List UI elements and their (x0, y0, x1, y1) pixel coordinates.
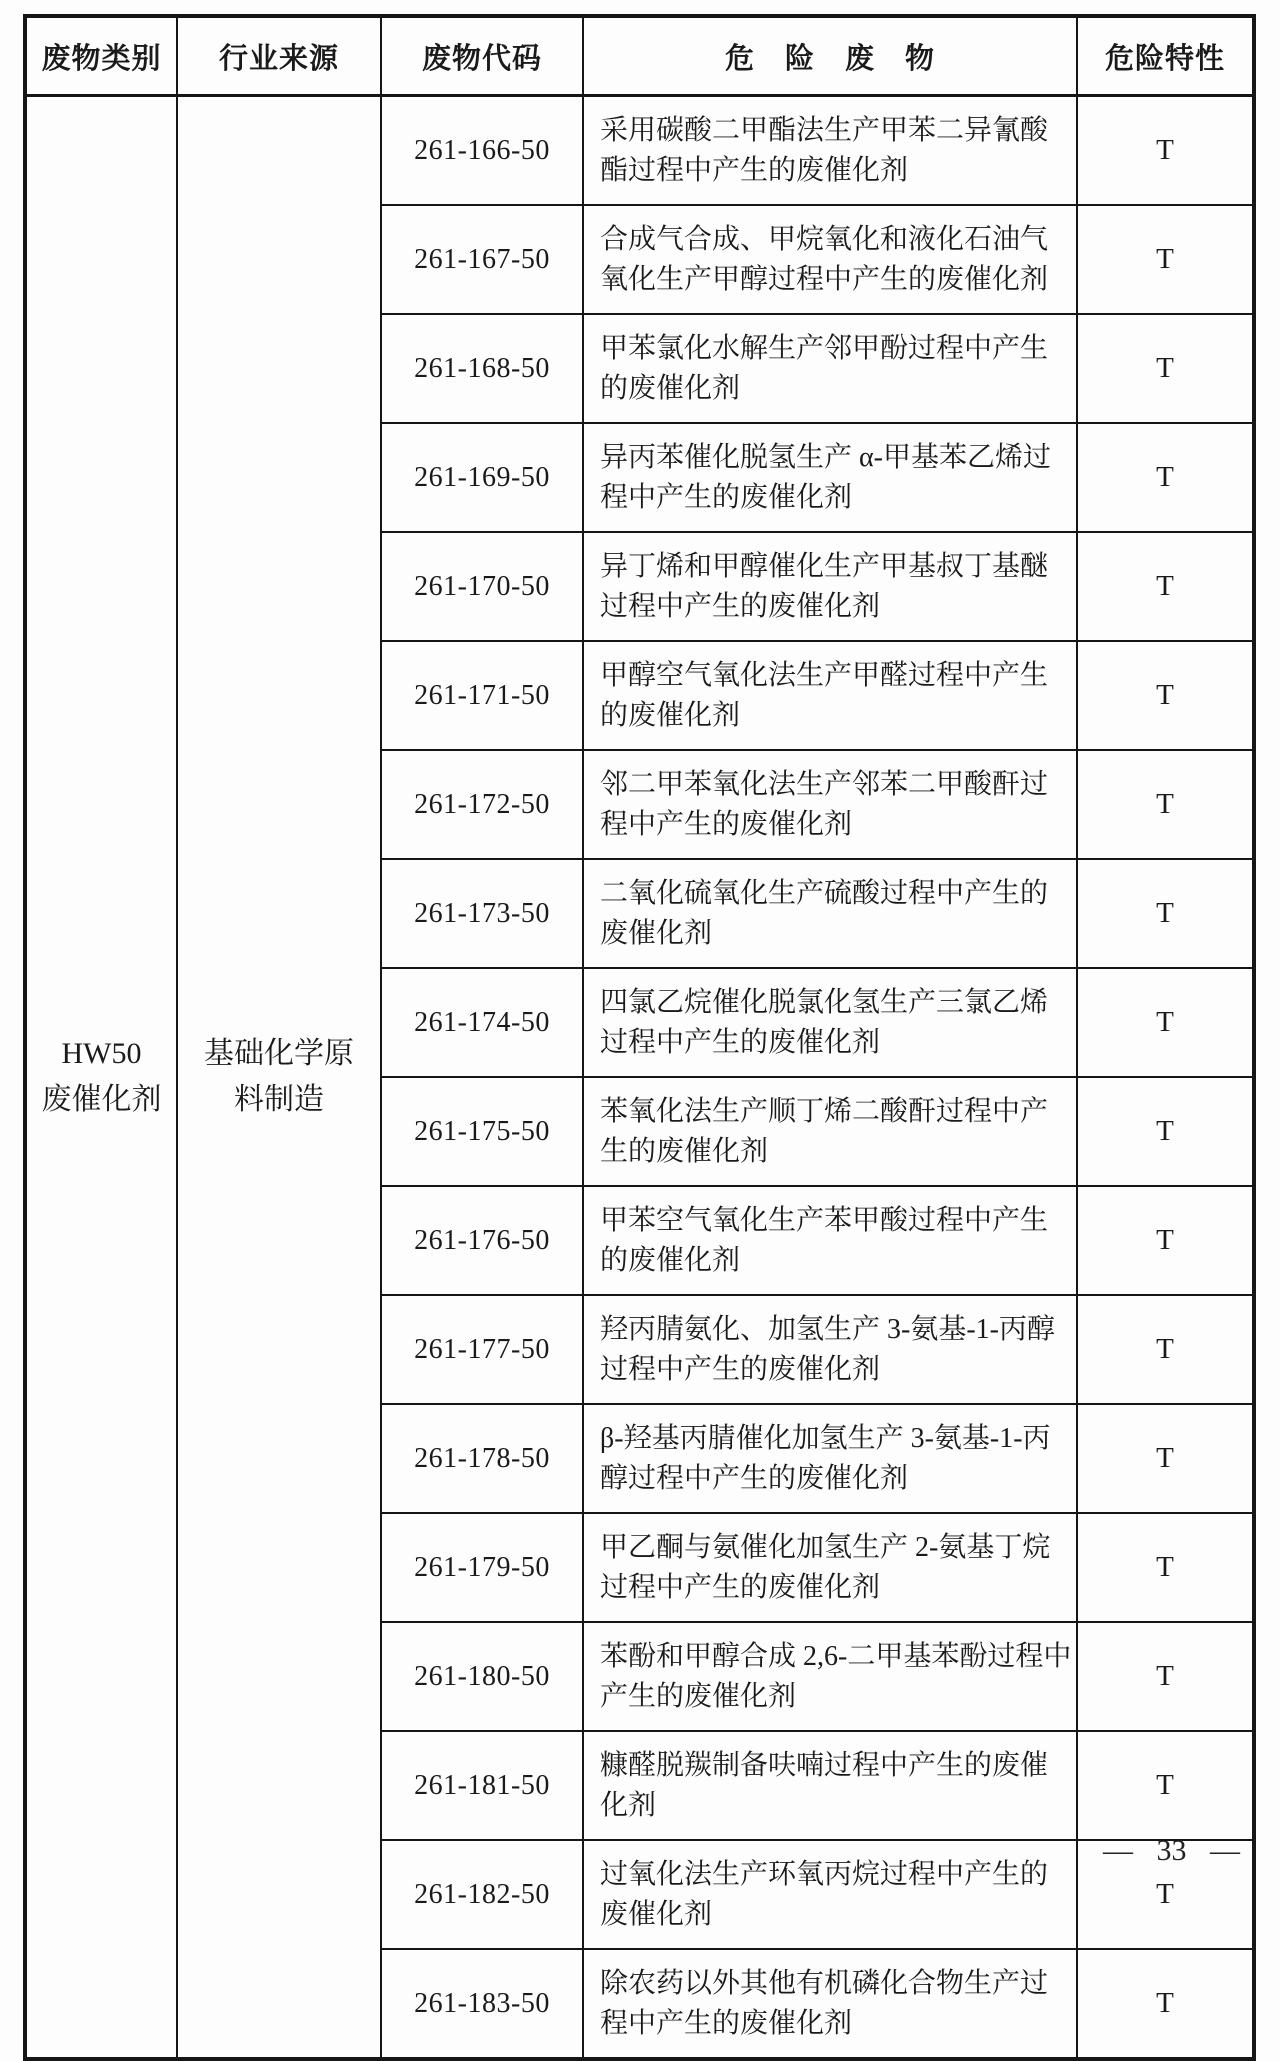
waste-description: 羟丙腈氨化、加氢生产 3-氨基-1-丙醇过程中产生的废催化剂 (583, 1295, 1077, 1404)
waste-description: 甲乙酮与氨催化加氢生产 2-氨基丁烷过程中产生的废催化剂 (583, 1513, 1077, 1622)
category-code: HW50 (61, 1036, 142, 1070)
hazard-property: T (1077, 423, 1254, 532)
hazard-property: T (1077, 1186, 1254, 1295)
waste-code: 261-175-50 (381, 1077, 583, 1186)
page-number: — 33 — (1103, 1834, 1240, 1867)
waste-description: 邻二甲苯氧化法生产邻苯二甲酸酐过程中产生的废催化剂 (583, 750, 1077, 859)
waste-code: 261-180-50 (381, 1622, 583, 1731)
table-header-row (25, 16, 1254, 96)
waste-code: 261-166-50 (381, 96, 583, 206)
waste-code: 261-176-50 (381, 1186, 583, 1295)
category-name: 废催化剂 (41, 1083, 162, 1116)
waste-code: 261-172-50 (381, 750, 583, 859)
waste-code: 261-171-50 (381, 641, 583, 750)
hazard-property: T (1077, 641, 1254, 750)
waste-code: 261-173-50 (381, 859, 583, 968)
waste-description: 合成气合成、甲烷氧化和液化石油气氧化生产甲醇过程中产生的废催化剂 (583, 205, 1077, 314)
waste-code: 261-183-50 (381, 1949, 583, 2059)
header-hazard-property: 危险特性 (1077, 16, 1254, 96)
category-cell (25, 96, 177, 2060)
hazard-property: T (1077, 1077, 1254, 1186)
waste-description: 异丁烯和甲醇催化生产甲基叔丁基醚过程中产生的废催化剂 (583, 532, 1077, 641)
hazard-property: T (1077, 1622, 1254, 1731)
waste-code: 261-178-50 (381, 1404, 583, 1513)
waste-table-body (25, 96, 1254, 2060)
hazardous-waste-table (23, 14, 1256, 2061)
waste-description: 采用碳酸二甲酯法生产甲苯二异氰酸酯过程中产生的废催化剂 (583, 96, 1077, 206)
waste-description: 二氧化硫氧化生产硫酸过程中产生的废催化剂 (583, 859, 1077, 968)
industry-name: 基础化学原料制造 (204, 1036, 354, 1116)
hazard-property: T (1077, 1404, 1254, 1513)
waste-code: 261-170-50 (381, 532, 583, 641)
waste-code: 261-179-50 (381, 1513, 583, 1622)
waste-code: 261-182-50 (381, 1840, 583, 1949)
hazard-property: T (1077, 96, 1254, 206)
waste-description: 四氯乙烷催化脱氯化氢生产三氯乙烯过程中产生的废催化剂 (583, 968, 1077, 1077)
waste-description: 苯氧化法生产顺丁烯二酸酐过程中产生的废催化剂 (583, 1077, 1077, 1186)
waste-description: 苯酚和甲醇合成 2,6-二甲基苯酚过程中产生的废催化剂 (583, 1622, 1077, 1731)
industry-cell (177, 96, 381, 2060)
hazard-property: T (1077, 1731, 1254, 1840)
hazard-property: T (1077, 314, 1254, 423)
hazard-property: T (1077, 1295, 1254, 1404)
header-waste-category: 废物类别 (25, 16, 177, 96)
waste-code: 261-174-50 (381, 968, 583, 1077)
header-industry-source: 行业来源 (177, 16, 381, 96)
header-waste-code: 废物代码 (381, 16, 583, 96)
hazard-property: T (1077, 750, 1254, 859)
hazard-property: T (1077, 968, 1254, 1077)
hazard-property: T (1077, 1949, 1254, 2059)
waste-code: 261-169-50 (381, 423, 583, 532)
waste-code: 261-177-50 (381, 1295, 583, 1404)
hazard-property: T (1077, 859, 1254, 968)
waste-code: 261-181-50 (381, 1731, 583, 1840)
hazard-property: T (1077, 205, 1254, 314)
waste-description: 异丙苯催化脱氢生产 α-甲基苯乙烯过程中产生的废催化剂 (583, 423, 1077, 532)
waste-description: β-羟基丙腈催化加氢生产 3-氨基-1-丙醇过程中产生的废催化剂 (583, 1404, 1077, 1513)
waste-description: 甲醇空气氧化法生产甲醛过程中产生的废催化剂 (583, 641, 1077, 750)
hazard-property: T (1077, 1513, 1254, 1622)
header-hazardous-waste: 危 险 废 物 (583, 16, 1077, 96)
waste-description: 过氧化法生产环氧丙烷过程中产生的废催化剂 (583, 1840, 1077, 1949)
waste-code: 261-167-50 (381, 205, 583, 314)
waste-code: 261-168-50 (381, 314, 583, 423)
hazard-property: T (1077, 532, 1254, 641)
waste-description: 除农药以外其他有机磷化合物生产过程中产生的废催化剂 (583, 1949, 1077, 2059)
waste-description: 糠醛脱羰制备呋喃过程中产生的废催化剂 (583, 1731, 1077, 1840)
hazard-property: T (1077, 1840, 1254, 1949)
waste-description: 甲苯氯化水解生产邻甲酚过程中产生的废催化剂 (583, 314, 1077, 423)
table-row (25, 96, 1254, 206)
waste-description: 甲苯空气氧化生产苯甲酸过程中产生的废催化剂 (583, 1186, 1077, 1295)
